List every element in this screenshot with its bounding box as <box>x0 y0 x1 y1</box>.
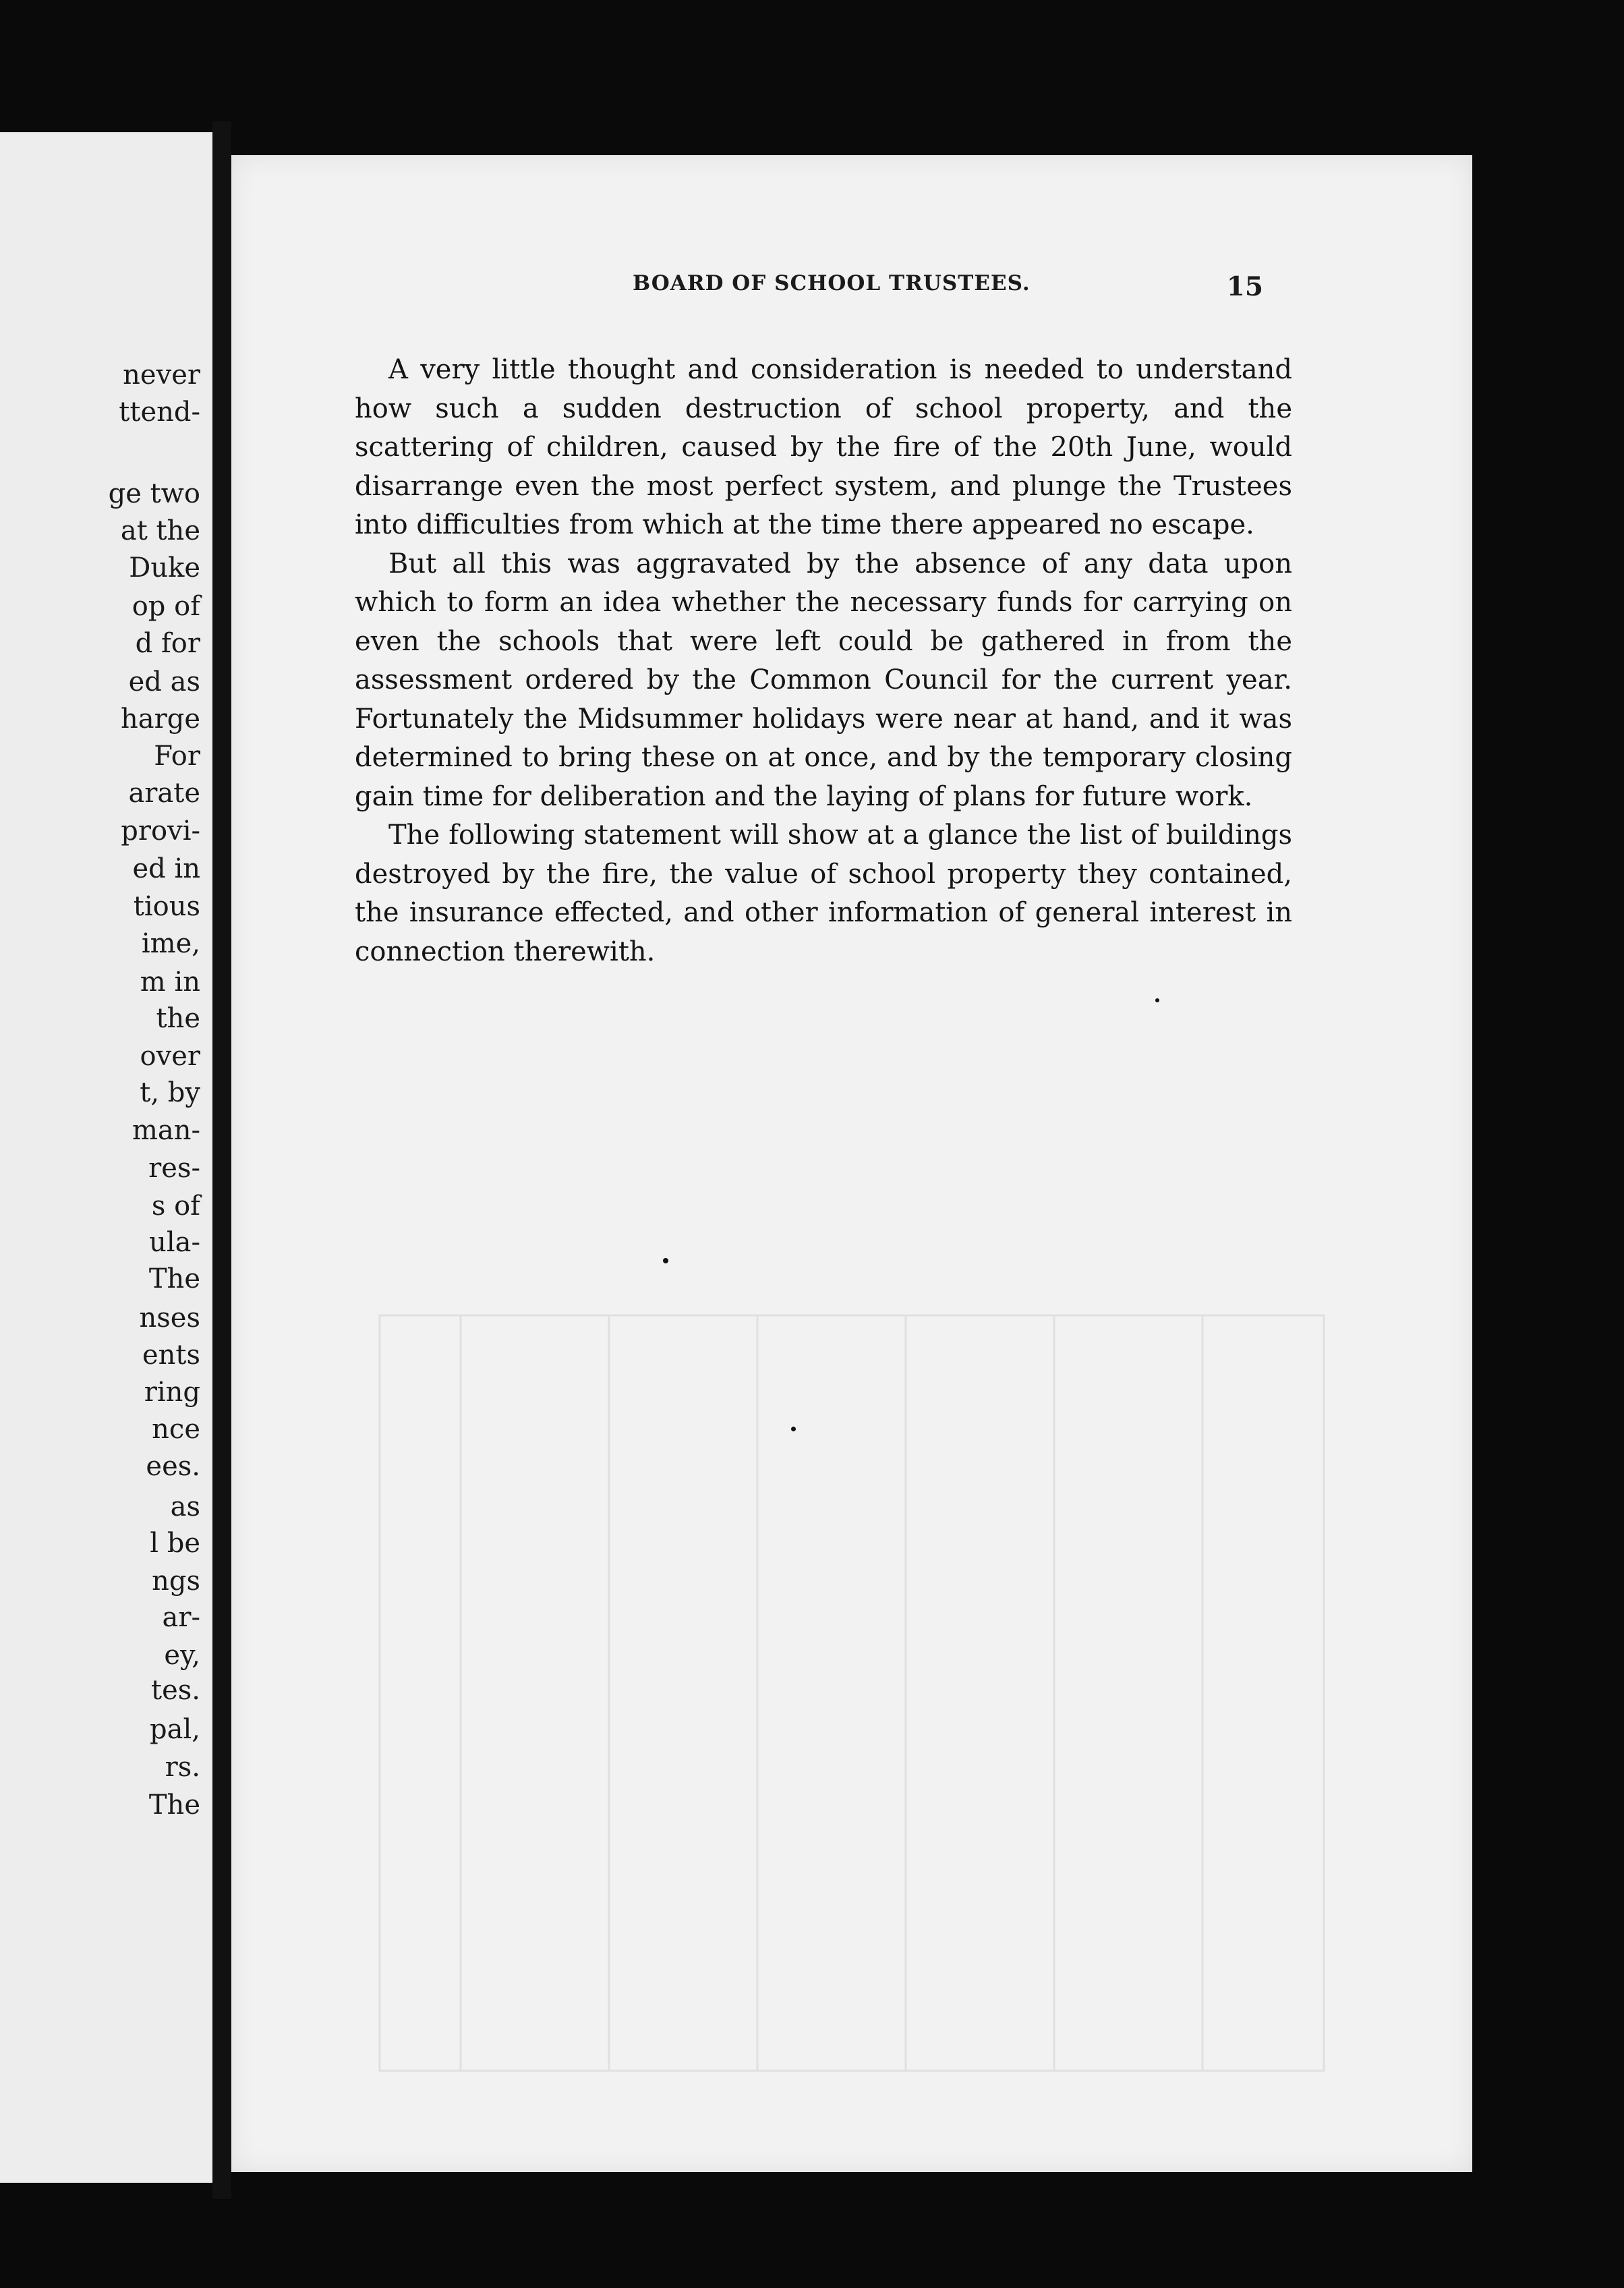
show-through-table-ghost <box>326 1302 1378 2111</box>
page-number: 15 <box>1226 271 1263 302</box>
left-page-fragment: m in <box>140 967 200 998</box>
running-head: BOARD OF SCHOOL TRUSTEES. <box>633 271 1031 295</box>
paragraph-2: But all this was aggravated by the absence of any data upon which to form an idea whether the necessary funds for carrying on even the schools that were left could be gathered in from the assessment ordered by the Common Council for the current year. Fortunately the Midsummer holidays were near at hand, and it was determined to bring these on at once, and by the temporary closing gain time for deliberation and the laying of plans for future work. <box>355 548 1292 812</box>
left-page-fragment: pal, <box>150 1714 200 1745</box>
ink-speck <box>791 1427 796 1431</box>
left-page-fragment: ula- <box>149 1227 200 1258</box>
body-text <box>355 351 1292 971</box>
paragraph-1: A very little thought and consideration is needed to understand how such a sudden destruction of school property, and the scattering of children, caused by the fire of the 20th June, would disarrange even the most perfect system, and plunge the Trustees into difficulties from which at the time there appeared no escape. <box>355 354 1292 540</box>
left-page-fragment: ring <box>144 1377 200 1408</box>
left-page-fragment: the <box>156 1003 200 1034</box>
left-page-fragment: res- <box>148 1153 200 1184</box>
book-gutter <box>212 121 231 2199</box>
left-page-fragment: Duke <box>129 552 200 583</box>
left-page-fragment: ey, <box>164 1640 200 1671</box>
left-page-fragment: The <box>148 1263 200 1294</box>
left-page-fragment: as <box>170 1491 200 1522</box>
left-page-fragment: at the <box>120 515 200 546</box>
left-page-fragment: ime, <box>141 928 200 959</box>
right-page <box>231 155 1472 2172</box>
left-page-fragment: s of <box>151 1191 200 1222</box>
left-page-fragment: ed as <box>128 666 200 697</box>
left-page-fragment: d for <box>135 628 200 659</box>
left-page-fragment: ar- <box>162 1602 200 1633</box>
left-page-fragment: tes. <box>151 1675 200 1706</box>
left-page-fragment: man- <box>132 1115 200 1146</box>
left-page-fragment: rs. <box>165 1752 200 1783</box>
left-page-fragment: ees. <box>146 1451 200 1482</box>
ink-speck <box>1155 998 1159 1002</box>
left-page-fragment: never <box>123 360 200 391</box>
left-page-fragment: nses <box>139 1303 200 1334</box>
left-page <box>0 132 212 2183</box>
left-page-fragment: nce <box>152 1414 200 1445</box>
left-page-fragment: provi- <box>121 816 200 847</box>
left-page-fragment: ge two <box>108 478 200 509</box>
left-page-fragment: over <box>140 1041 200 1072</box>
left-page-fragment: ents <box>142 1340 200 1371</box>
left-page-fragment: l be <box>150 1528 200 1559</box>
left-page-fragment: op of <box>132 591 200 622</box>
left-page-fragment: tious <box>133 891 200 922</box>
left-page-fragment: arate <box>128 778 200 809</box>
left-page-fragment: For <box>154 741 200 772</box>
left-page-fragment: ttend- <box>119 397 200 428</box>
left-page-fragment: The <box>148 1790 200 1821</box>
left-page-fragment: ngs <box>152 1566 200 1597</box>
ink-speck <box>663 1258 668 1263</box>
left-page-fragment: t, by <box>140 1077 200 1108</box>
left-page-fragment: ed in <box>132 853 200 884</box>
left-page-fragment: harge <box>120 704 200 735</box>
paragraph-3: The following statement will show at a glance the list of buildings destroyed by the fire, the value of school property they contained, the insurance effected, and other information of general interest in connection therewith. <box>355 820 1292 967</box>
